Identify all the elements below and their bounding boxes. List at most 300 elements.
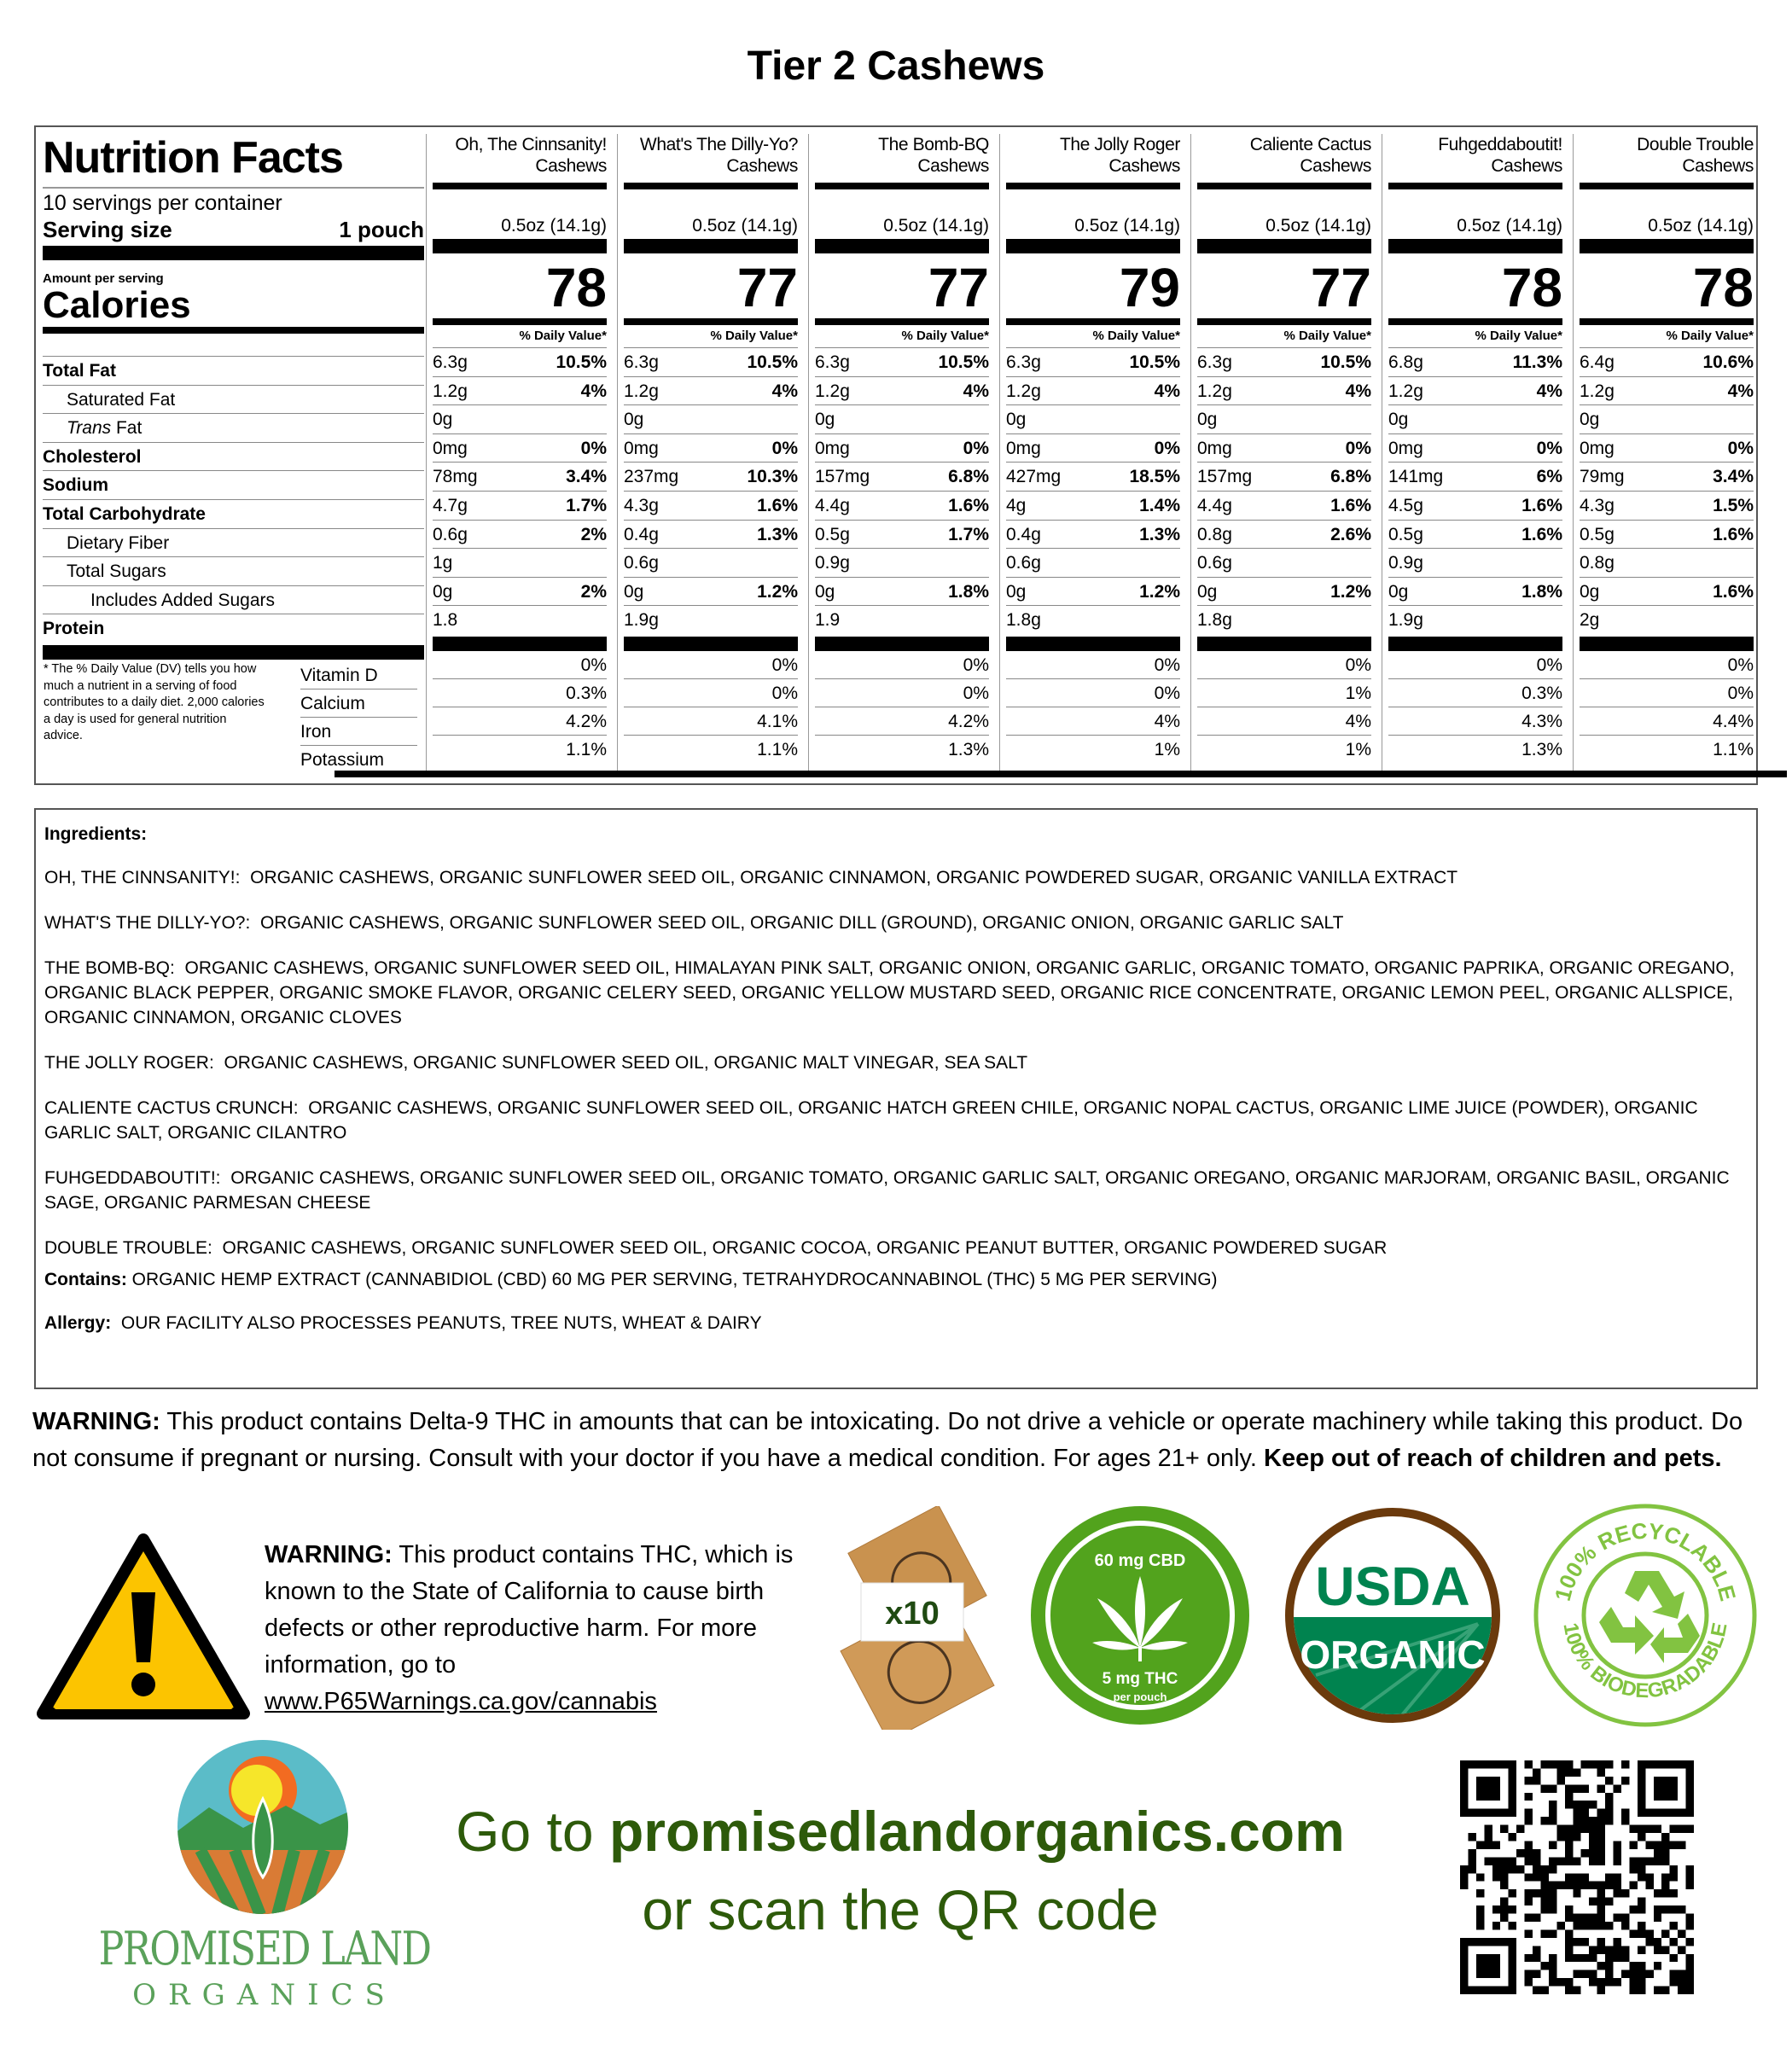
serving-size-label: Serving size (43, 217, 172, 242)
divider (433, 637, 607, 651)
ingredient-text: ORGANIC CASHEWS, ORGANIC SUNFLOWER SEED OIL, ORGANIC MALT VINEGAR, SEA SALT (224, 1053, 1028, 1073)
nutrient-amount: 4.7g (433, 495, 468, 515)
nutrient-daily-value: 1.6% (948, 495, 989, 515)
daily-value-header: % Daily Value* (624, 325, 798, 348)
product-name-line1: Fuhgeddaboutit! (1438, 135, 1562, 154)
serving-size-value: 0.5oz (14.1g) (883, 216, 989, 236)
product-column (624, 134, 798, 764)
vitamin-value: 0% (1388, 651, 1562, 679)
product-name-line2: Cashews (1491, 156, 1562, 176)
nutrient-value-row (433, 492, 607, 521)
vitamin-value: 0% (1197, 651, 1371, 679)
nutrient-label: Cholesterol (43, 446, 142, 467)
ingredient-entry (44, 1166, 1748, 1215)
nutrition-label-column (43, 132, 424, 660)
nutrient-amount: 1.8g (1197, 610, 1232, 631)
divider (43, 187, 424, 189)
nutrient-daily-value: 4% (1727, 381, 1754, 401)
product-name (1197, 134, 1371, 178)
nutrient-value-row (1580, 434, 1754, 463)
nutrient-value-row (1388, 606, 1562, 635)
divider (1388, 239, 1562, 253)
nutrient-amount: 2g (1580, 610, 1600, 631)
ingredient-entry (44, 911, 1748, 935)
nutrient-amount: 0mg (433, 438, 468, 458)
nutrient-value-row (1580, 606, 1754, 635)
calories-value: 78 (545, 257, 607, 318)
nutrient-label-row (43, 357, 424, 386)
ingredient-product-name: THE JOLLY ROGER: (44, 1053, 214, 1073)
recycle-icon (1599, 1571, 1700, 1663)
vitamin-value: 1.3% (1521, 739, 1562, 759)
product-name (1388, 134, 1562, 178)
nutrient-daily-value: 1.6% (1713, 524, 1754, 544)
nutrient-label-row (43, 414, 424, 443)
product-name-line2: Cashews (917, 156, 989, 176)
nutrient-amount: 0.9g (815, 553, 850, 573)
nutrient-amount: 0mg (1580, 438, 1615, 458)
nutrient-amount: 0g (433, 410, 453, 430)
nutrient-amount: 0g (1580, 581, 1600, 602)
nutrient-daily-value: 0% (1154, 438, 1180, 458)
nutrient-amount: 1.2g (1388, 381, 1423, 401)
nutrient-value-row (1006, 405, 1180, 434)
nutrient-value-row (1197, 434, 1371, 463)
vitamin-value: 4.2% (815, 707, 989, 736)
nutrient-value-row (1388, 578, 1562, 607)
nutrient-label-row (43, 500, 424, 529)
nutrient-value-row (624, 549, 798, 578)
cbd-amount: 60 mg CBD (1094, 1551, 1186, 1570)
nutrient-label-italic: Trans (67, 418, 112, 439)
nutrient-daily-value: 4% (1536, 381, 1562, 401)
nutrient-daily-value: 0% (963, 438, 989, 458)
nutrient-label: Fat (111, 418, 143, 439)
nutrient-amount: 6.3g (1197, 352, 1232, 372)
nutrient-amount: 0g (1388, 581, 1409, 602)
nutrient-daily-value: 0% (1536, 438, 1562, 458)
divider (624, 637, 798, 651)
nutrient-value-row (1580, 463, 1754, 492)
nutrient-daily-value: 0% (580, 438, 607, 458)
nutrient-value-row (1197, 463, 1371, 492)
vitamin-value: 4% (1197, 707, 1371, 736)
thc-warning (32, 1404, 1748, 1477)
nutrient-daily-value: 4% (963, 381, 989, 401)
nutrient-label-row (43, 471, 424, 500)
nutrient-amount: 1.8g (1006, 610, 1041, 631)
nutrient-amount: 0.4g (1006, 524, 1041, 544)
nutrient-amount: 4.4g (815, 495, 850, 515)
daily-value-header: % Daily Value* (815, 325, 989, 348)
ingredient-text: ORGANIC CASHEWS, ORGANIC SUNFLOWER SEED OIL, HIMALAYAN PINK SALT, ORGANIC ONION, ORGANIC GARLIC, ORGANIC TOMATO, ORGANIC PAPRIKA, ORGANIC OREGANO, ORGANIC BLACK PEPPER, ORGANIC SMOKE FLAVOR, ORGANIC CELERY SEED, ORGANIC YELLOW MUSTARD SEED, ORGANIC RICE CONCENTRATE, ORGANIC LEMON PEEL, ORGANIC ALLSPICE, ORGANIC CINNAMON, ORGANIC CLOVES (44, 958, 1735, 1027)
ingredient-product-name: DOUBLE TROUBLE: (44, 1238, 212, 1258)
nutrient-value-row (815, 549, 989, 578)
nutrient-daily-value: 1.2% (757, 581, 798, 602)
nutrient-amount: 4g (1006, 495, 1027, 515)
allergy-text: OUR FACILITY ALSO PROCESSES PEANUTS, TREE NUTS, WHEAT & DAIRY (120, 1313, 762, 1333)
nutrient-value-row (1006, 521, 1180, 550)
vitamin-value: 0% (1006, 651, 1180, 679)
divider (1006, 318, 1180, 325)
nutrient-value-row (1197, 549, 1371, 578)
product-name-line1: What's The Dilly-Yo? (639, 135, 798, 154)
calories-label: Calories (43, 284, 191, 326)
vitamin-label: Vitamin D (300, 661, 417, 689)
nutrient-daily-value: 10.3% (747, 467, 798, 487)
ingredient-entry (44, 1050, 1748, 1075)
nutrient-daily-value: 1.6% (1713, 581, 1754, 602)
nutrient-amount: 0mg (1388, 438, 1423, 458)
recyclable-text: 100% RECYCLABLE (1549, 1517, 1742, 1604)
divider (1197, 239, 1371, 253)
vitamin-value: 1.1% (757, 739, 798, 759)
nutrient-label-row (43, 557, 424, 586)
divider (815, 239, 989, 253)
divider (1388, 318, 1562, 325)
nutrient-daily-value: 10.5% (938, 352, 989, 372)
prop65-label: WARNING: (265, 1541, 393, 1568)
vitamin-value: 1.1% (1713, 739, 1754, 759)
vitamin-value: 0.3% (1388, 679, 1562, 707)
nutrient-value-row (624, 521, 798, 550)
nutrient-value-row (433, 521, 607, 550)
nutrient-value-row (1580, 405, 1754, 434)
divider (815, 318, 989, 325)
nutrient-amount: 0.5g (1580, 524, 1615, 544)
ingredients-panel (34, 808, 1758, 1389)
divider (433, 183, 607, 189)
nutrient-amount: 1.9g (624, 610, 659, 631)
nutrient-amount: 4.3g (1580, 495, 1615, 515)
nutrient-amount: 0g (1580, 410, 1600, 430)
nutrient-daily-value: 10.5% (1320, 352, 1371, 372)
vitamin-value: 0% (1580, 651, 1754, 679)
nutrient-amount: 0g (1006, 581, 1027, 602)
serving-size-value: 1 pouch (339, 217, 424, 242)
ingredient-product-name: FUHGEDDABOUTIT!: (44, 1168, 221, 1188)
nutrient-value-row (1580, 521, 1754, 550)
product-column (1580, 134, 1754, 764)
vitamin-value: 0% (433, 651, 607, 679)
nutrient-label: Protein (43, 619, 105, 639)
nutrient-amount: 0.8g (1580, 553, 1615, 573)
ingredient-entry (44, 956, 1748, 1030)
website-link[interactable]: promisedlandorganics.com (608, 1800, 1345, 1863)
nutrient-amount: 0g (624, 581, 644, 602)
vitamin-value: 1% (1345, 739, 1371, 759)
nutrient-value-row (1580, 578, 1754, 607)
nutrient-amount: 0mg (624, 438, 659, 458)
contains-label: Contains: (44, 1270, 127, 1289)
nutrient-daily-value: 2% (580, 524, 607, 544)
nutrition-facts-heading: Nutrition Facts (43, 133, 343, 183)
column-divider (1573, 134, 1574, 771)
nutrient-daily-value: 1.2% (1330, 581, 1371, 602)
nutrient-value-row (1388, 521, 1562, 550)
nutrient-amount: 1.2g (1197, 381, 1232, 401)
nutrient-value-row (433, 348, 607, 377)
nutrient-daily-value: 1.6% (1521, 495, 1562, 515)
nutrient-amount: 79mg (1580, 467, 1625, 487)
vitamin-value: 0% (815, 679, 989, 707)
organic-text: ORGANIC (1300, 1632, 1486, 1677)
nutrient-amount: 0g (815, 410, 835, 430)
nutrient-value-row (624, 578, 798, 607)
nutrient-daily-value: 1.5% (1713, 495, 1754, 515)
amount-per-serving: Amount per serving (43, 271, 164, 286)
nutrient-value-row (1006, 578, 1180, 607)
nutrient-daily-value: 1.8% (948, 581, 989, 602)
nutrient-value-row (1197, 492, 1371, 521)
nutrient-amount: 0.6g (1006, 553, 1041, 573)
nutrient-amount: 1g (433, 553, 453, 573)
nutrient-amount: 157mg (815, 467, 870, 487)
column-divider (426, 134, 427, 771)
nutrient-value-row (433, 578, 607, 607)
ingredient-text: ORGANIC CASHEWS, ORGANIC SUNFLOWER SEED OIL, ORGANIC CINNAMON, ORGANIC POWDERED SUGAR, ORGANIC VANILLA EXTRACT (250, 868, 1458, 887)
qr-code[interactable] (1458, 1760, 1696, 1994)
nutrient-amount: 0.6g (1197, 553, 1232, 573)
product-name (1580, 134, 1754, 178)
nutrient-value-row (1006, 377, 1180, 406)
nutrient-amount: 6.3g (433, 352, 468, 372)
thc-amount: 5 mg THC (1102, 1670, 1178, 1688)
nutrient-value-row (815, 405, 989, 434)
nutrient-daily-value: 18.5% (1129, 467, 1180, 487)
serving-size-value: 0.5oz (14.1g) (501, 216, 607, 236)
divider (1006, 637, 1180, 651)
vitamin-value: 0% (624, 651, 798, 679)
daily-value-header: % Daily Value* (433, 325, 607, 348)
divider (1006, 239, 1180, 253)
nutrient-label-row (43, 386, 424, 415)
serving-size-value: 0.5oz (14.1g) (1265, 216, 1371, 236)
nutrient-value-row (1006, 492, 1180, 521)
nutrient-daily-value: 1.8% (1521, 581, 1562, 602)
column-divider (808, 134, 809, 771)
per-pouch: per pouch (1113, 1690, 1167, 1703)
product-name-line2: Cashews (1682, 156, 1754, 176)
ingredient-product-name: THE BOMB-BQ: (44, 958, 175, 978)
vitamin-value: 0% (815, 651, 989, 679)
divider (1197, 183, 1371, 189)
ingredient-product-name: CALIENTE CACTUS CRUNCH: (44, 1098, 299, 1118)
cbd-thc-badge (1029, 1504, 1251, 1726)
page-title: Tier 2 Cashews (747, 44, 1045, 89)
promised-land-logo (175, 1739, 351, 1915)
ingredient-product-name: OH, THE CINNSANITY!: (44, 868, 241, 887)
divider (1197, 637, 1371, 651)
nutrient-daily-value: 10.6% (1702, 352, 1754, 372)
nutrient-amount: 1.2g (433, 381, 468, 401)
divider (1388, 637, 1562, 651)
vitamin-value: 0% (1006, 679, 1180, 707)
nutrient-daily-value: 2% (580, 581, 607, 602)
nutrient-amount: 1.2g (624, 381, 659, 401)
nutrient-amount: 237mg (624, 467, 679, 487)
calories-value: 77 (736, 257, 798, 318)
nutrient-value-row (815, 492, 989, 521)
biodegradable-text: 100% BIODEGRADABLE (1558, 1620, 1732, 1703)
vitamin-value: 1.3% (948, 739, 989, 759)
nutrient-value-row (1388, 377, 1562, 406)
daily-value-header: % Daily Value* (1197, 325, 1371, 348)
nutrient-amount: 6.3g (624, 352, 659, 372)
vitamin-value: 4.4% (1580, 707, 1754, 736)
daily-value-header: % Daily Value* (1388, 325, 1562, 348)
serving-size-value: 0.5oz (14.1g) (1648, 216, 1754, 236)
pouch-pack-image (832, 1506, 1003, 1730)
product-name-line1: Caliente Cactus (1249, 135, 1371, 154)
nutrient-label-row (43, 614, 424, 643)
nutrient-value-row (1388, 463, 1562, 492)
allergy-statement (44, 1311, 1748, 1335)
warning-triangle-icon (36, 1533, 251, 1724)
nutrient-daily-value: 10.5% (1129, 352, 1180, 372)
nutrient-value-row (624, 492, 798, 521)
divider (815, 183, 989, 189)
vitamin-value: 0% (624, 679, 798, 707)
vitamin-value: 4.1% (624, 707, 798, 736)
p65-warnings-link[interactable]: www.P65Warnings.ca.gov/cannabis (265, 1688, 657, 1715)
vitamin-value: 4% (1006, 707, 1180, 736)
nutrient-amount: 0mg (815, 438, 850, 458)
nutrient-value-row (815, 521, 989, 550)
nutrient-amount: 0.4g (624, 524, 659, 544)
nutrient-daily-value: 6% (1536, 467, 1562, 487)
nutrient-amount: 0.5g (1388, 524, 1423, 544)
calories-value: 77 (928, 257, 989, 318)
product-name-line2: Cashews (1300, 156, 1371, 176)
serving-size (43, 216, 424, 243)
divider (1388, 183, 1562, 189)
nutrient-value-row (1388, 492, 1562, 521)
divider (43, 327, 424, 334)
nutrient-daily-value: 1.4% (1139, 495, 1180, 515)
ingredient-text: ORGANIC CASHEWS, ORGANIC SUNFLOWER SEED OIL, ORGANIC COCOA, ORGANIC PEANUT BUTTER, ORGANIC POWDERED SUGAR (222, 1238, 1388, 1258)
serving-size-value: 0.5oz (14.1g) (1457, 216, 1562, 236)
product-column (1388, 134, 1562, 764)
nutrient-value-row (1388, 348, 1562, 377)
divider (624, 239, 798, 253)
usda-organic-seal (1282, 1504, 1504, 1726)
calories-value: 77 (1310, 257, 1371, 318)
nutrient-value-row (433, 377, 607, 406)
scan-callout: or scan the QR code (642, 1878, 1159, 1941)
nutrient-daily-value: 10.5% (556, 352, 607, 372)
nutrient-value-row (815, 377, 989, 406)
nutrient-daily-value: 4% (771, 381, 798, 401)
nutrient-value-row (1580, 348, 1754, 377)
nutrient-label: Includes Added Sugars (90, 590, 275, 610)
website-callout (341, 1799, 1459, 1864)
product-name-line1: Double Trouble (1637, 135, 1754, 154)
nutrient-amount: 0.5g (815, 524, 850, 544)
nutrient-daily-value: 0% (771, 438, 798, 458)
servings-per-container: 10 servings per container (43, 191, 282, 215)
recyclable-biodegradable-seal (1533, 1503, 1758, 1728)
daily-value-header: % Daily Value* (1580, 325, 1754, 348)
divider (433, 239, 607, 253)
divider (624, 183, 798, 189)
nutrient-amount: 427mg (1006, 467, 1062, 487)
nutrient-daily-value: 1.6% (757, 495, 798, 515)
divider (43, 645, 424, 660)
nutrient-daily-value: 1.6% (1521, 524, 1562, 544)
ingredient-text: ORGANIC CASHEWS, ORGANIC SUNFLOWER SEED OIL, ORGANIC DILL (GROUND), ORGANIC ONION, ORGANIC GARLIC SALT (259, 913, 1344, 933)
nutrient-daily-value: 1.7% (948, 524, 989, 544)
nutrient-label: Total Fat (43, 361, 116, 381)
nutrient-value-row (815, 348, 989, 377)
product-column (1006, 134, 1180, 764)
nutrient-daily-value: 1.7% (566, 495, 607, 515)
nutrient-value-row (624, 377, 798, 406)
ingredient-entry (44, 1236, 1748, 1260)
vitamin-label: Potassium (300, 750, 385, 770)
nutrient-value-row (1197, 405, 1371, 434)
nutrient-daily-value: 4% (580, 381, 607, 401)
nutrient-amount: 4.4g (1197, 495, 1232, 515)
divider (1580, 637, 1754, 651)
nutrient-daily-value: 4% (1154, 381, 1180, 401)
prop65-warning (265, 1537, 845, 1720)
nutrient-daily-value: 1.6% (1330, 495, 1371, 515)
nutrient-amount: 4.3g (624, 495, 659, 515)
nutrient-daily-value: 1.3% (1139, 524, 1180, 544)
nutrient-amount: 0g (1388, 410, 1409, 430)
nutrient-label: Saturated Fat (67, 389, 176, 410)
vitamin-value: 1.1% (566, 739, 607, 759)
ingredient-entry (44, 865, 1748, 890)
nutrient-value-row (1197, 578, 1371, 607)
nutrient-daily-value: 10.5% (747, 352, 798, 372)
nutrient-value-row (815, 434, 989, 463)
nutrient-daily-value: 6.8% (948, 467, 989, 487)
product-name-line1: The Bomb-BQ (878, 135, 989, 154)
ingredients-list (44, 865, 1748, 1260)
bottom-bar (335, 771, 1787, 777)
nutrient-value-row (815, 578, 989, 607)
nutrient-daily-value: 6.8% (1330, 467, 1371, 487)
nutrient-value-row (433, 606, 607, 635)
product-name (815, 134, 989, 178)
goto-prefix: Go to (456, 1800, 609, 1863)
nutrient-value-row (433, 549, 607, 578)
nutrient-amount: 0.6g (624, 553, 659, 573)
product-column (1197, 134, 1371, 764)
contains-statement (44, 1267, 1748, 1292)
spacer (43, 334, 424, 357)
divider (1197, 318, 1371, 325)
column-divider (1190, 134, 1191, 771)
nutrient-amount: 1.9 (815, 610, 841, 631)
divider (433, 318, 607, 325)
nutrient-value-row (624, 463, 798, 492)
product-column (815, 134, 989, 764)
nutrient-amount: 6.4g (1580, 352, 1615, 372)
nutrient-amount: 78mg (433, 467, 478, 487)
nutrient-value-row (1197, 521, 1371, 550)
product-name (433, 134, 607, 178)
brand-name: PROMISED LAND (98, 1922, 431, 1975)
nutrient-label: Total Carbohydrate (43, 503, 206, 524)
nutrient-value-row (624, 434, 798, 463)
ingredient-text: ORGANIC CASHEWS, ORGANIC SUNFLOWER SEED OIL, ORGANIC TOMATO, ORGANIC GARLIC SALT, ORGANIC OREGANO, ORGANIC MARJORAM, ORGANIC BASIL, ORGANIC SAGE, ORGANIC PARMESAN CHEESE (44, 1168, 1730, 1213)
nutrient-amount: 141mg (1388, 467, 1444, 487)
nutrient-value-row (1580, 492, 1754, 521)
nutrient-amount: 157mg (1197, 467, 1253, 487)
